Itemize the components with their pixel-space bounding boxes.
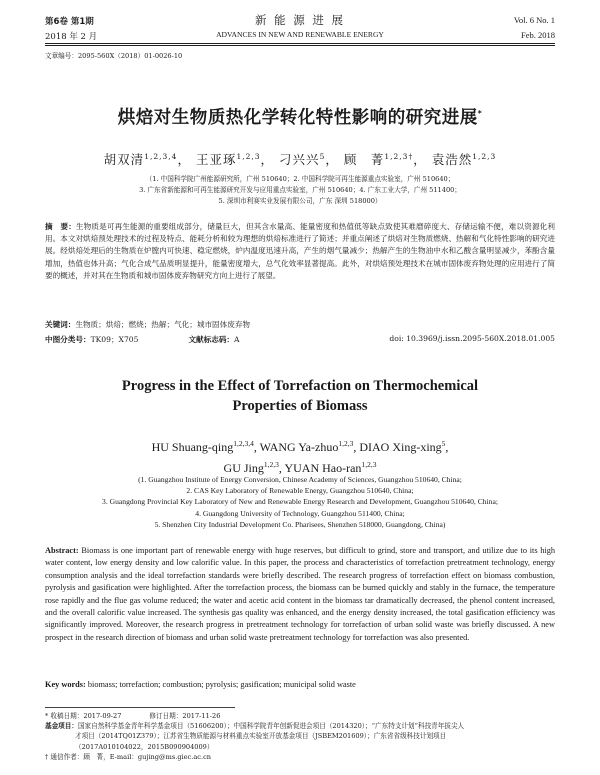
doi: doi: 10.3969/j.issn.2095-560X.2018.01.005 <box>389 334 555 343</box>
affiliation-cn-line: （1. 中国科学院广州能源研究所，广州 510640；2. 中国科学院可再生能源重点实验室，广州 510640； <box>145 175 455 183</box>
keywords-cn: 关键词：生物质；烘焙；燃烧；热解；气化；城市固体废弃物 <box>45 320 251 329</box>
title-en: Progress in the Effect of Torrefaction on Thermochemical Properties of Biomass <box>121 378 479 414</box>
journal-title-en: ADVANCES IN NEW AND RENEWABLE ENERGY <box>216 30 384 39</box>
fund-line: 才项目（2014TQ01Z379）；江苏省生物质能源与材料重点实验室开放基金项目（JSBEM201609）；广东省省级科技计划项目 <box>75 732 447 741</box>
author-cn: 顾 菁$^{1,2,3\dagger}$， <box>343 151 427 167</box>
author-cn: 刁兴兴$^5$， <box>279 151 339 167</box>
header-rule <box>45 43 555 44</box>
footnotes <box>45 711 560 762</box>
corresponding-author: † 通信作者：顾 菁，E-mail：gujing@ms.giec.ac.cn <box>45 752 212 761</box>
footnote-rule <box>45 707 235 708</box>
affiliation-en-line: (1. Guangzhou Institute of Energy Conversion, Chinese Academy of Sciences, Guangzhou 510640, China; <box>138 475 462 484</box>
keywords-en: Key words: biomass; torrefaction; combustion; pyrolysis; gasification; municipal solid waste <box>45 680 356 689</box>
authors-cn <box>0 150 600 168</box>
author-en: HU Shuang-qing$^{1,2,3,4}$, <box>151 439 260 454</box>
received-date: * 收稿日期：2017-09-27 修订日期：2017-11-26 <box>45 712 221 720</box>
author-en: YUAN Hao-ran$^{1,2,3}$ <box>284 460 377 475</box>
authors-en <box>0 435 600 477</box>
author-en: WANG Ya-zhuo$^{1,2,3}$, <box>259 439 360 454</box>
date-cn: 2018 年 2 月 <box>45 32 98 42</box>
abstract-en: Abstract: Biomass is one important part of renewable energy with huge reserves, but difficult to grind, store and transport, and utilize due to its high water content, low energy density and low calorific value. In this paper, the process and characteristics of torrefaction pretreatment technology, energy consumption analysis and the ideal torrefaction standards were briefly described. The research progress of torrefaction effect on biomass combustion, pyrolysis and gasification were highlighted. After the torrefaction process, the biomass can be burned quickly and stably in the furnace, the temperature rose rapidly and the flue gas volume reduced; the water and acetic acid content in the biomass tar dramatically decreased, the phenol content increased, and the overall calorific value increased. The synthesis gas quality was enhanced, and the energy density increased, the total gasification efficiency was significantly improved. Moreover, the research progress in pretreatment technology for torrefaction of urban solid waste was briefly discussed. A new prospect in the research direction of biomass and urban solid waste pretreatment technology for torrefaction was also presented. <box>45 546 555 642</box>
affiliation-cn-line: 5. 深圳市利赛实业发展有限公司，广东 深圳 518000） <box>218 197 382 205</box>
affiliation-en-line: 2. CAS Key Laboratory of Renewable Energy, Guangzhou 510640, China; <box>186 486 414 496</box>
header-rule-thin <box>45 45 555 46</box>
affiliation-en-line: 3. Guangdong Provincial Key Laboratory of New and Renewable Energy Research and Development, Guangzhou 510640, China; <box>102 497 498 507</box>
affiliations-cn <box>0 174 600 207</box>
title-cn: 烘焙对生物质热化学转化特性影响的研究进展* <box>117 108 483 128</box>
author-en: DIAO Xing-xing$^5$, <box>359 439 449 454</box>
fund-line: 基金项目：国家自然科学基金青年科学基金项目（51606200）；中国科学院青年创新促进会项目（2014320）；“广东特支计划”科技青年拔尖人 <box>45 722 465 731</box>
author-cn: 胡双清$^{1,2,3,4}$， <box>103 151 191 167</box>
abstract-cn: 摘 要：生物质是可再生能源的重要组成部分，储量巨大，但其含水量高、能量密度和热值低等缺点致使其难磨碎度大、存储运输不便，难以资源化利用。本文对烘焙预处理技术的过程及特点、能耗分析和较为理想的烘焙标准进行了简述；并重点阐述了烘焙对生物质燃烧、热解和气化特性影响的研究进展。经烘焙处理后的生物质在炉膛内可快速、稳定燃烧，炉内温度迅速升高，产生的烟气量减少；热解产生的生物油中水和乙酸含量明显减少，苯酚含量增加，热值也体升高；气化合成气品质明显提升，能量密度增大，总气化效率显著提高。此外，对烘焙预处理技术在城市固体废弃物处理的应用进行了简要的概述，并对其在生物质和城市固体废弃物研究方向上进行了展望。 <box>45 222 555 280</box>
author-cn: 袁浩然$^{1,2,3}$ <box>431 151 497 167</box>
affiliations-en <box>0 474 600 530</box>
author-cn: 王亚琢$^{1,2,3}$， <box>195 151 275 167</box>
issue-cn: 第6卷 第1期 <box>45 17 94 27</box>
affiliation-en-line: 5. Shenzhen City Industrial Development Co. Pharisees, Shenzhen 518000, Guangdong, China) <box>154 519 446 529</box>
volume-en: Vol. 6 No. 1 <box>513 15 555 25</box>
affiliation-en-line: 4. Guangdong University of Technology, Guangzhou 511400, China; <box>195 508 405 518</box>
date-en: Feb. 2018 <box>521 30 555 40</box>
author-en: GU Jing$^{1,2,3}$, <box>223 460 285 475</box>
fund-line: （2017A010104022，2015B090904009） <box>75 742 214 751</box>
article-number: 文章编号：2095-560X（2018）01-0026-10 <box>45 52 183 60</box>
journal-title-cn: 新 能 源 进 展 <box>254 13 346 27</box>
classification-cn: 中图分类号：TK09；X705 文献标志码：A <box>45 335 240 344</box>
affiliation-cn-line: 3. 广东省新能源和可再生能源研究开发与应用重点实验室，广州 510640；4. 广东工业大学，广州 511400； <box>139 186 461 194</box>
